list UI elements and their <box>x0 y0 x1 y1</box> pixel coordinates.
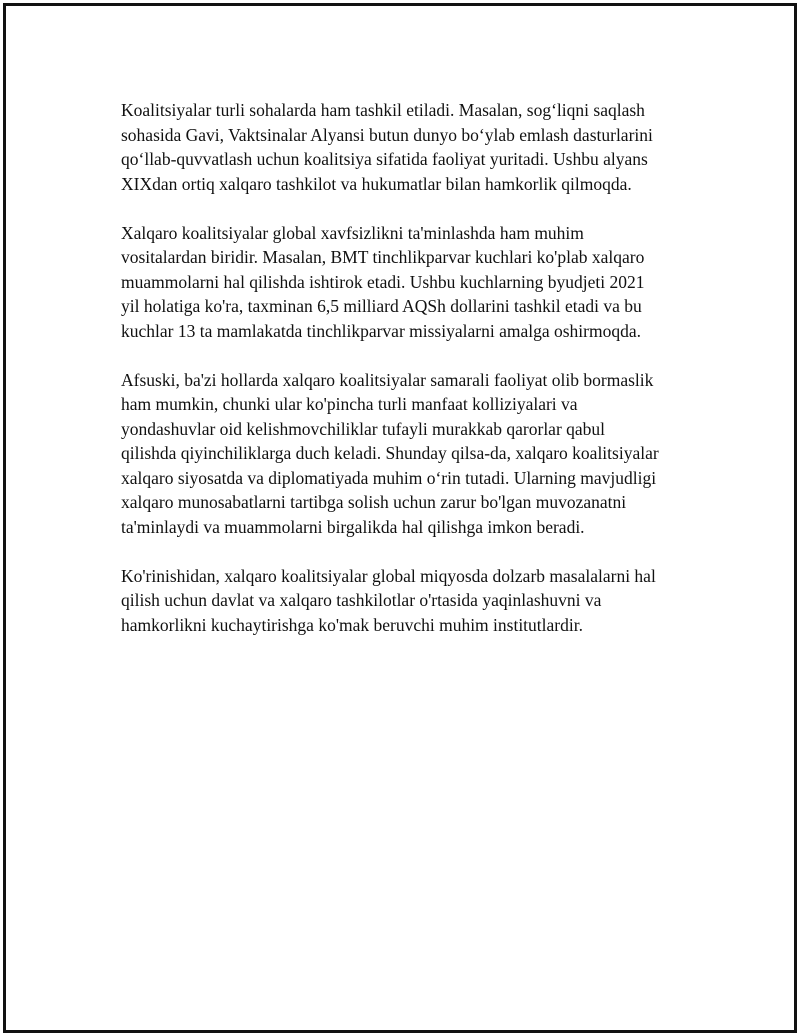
text-line: yil holatiga ko'ra, taxminan 6,5 milliard AQSh dollarini tashkil etadi va bu <box>121 296 642 316</box>
text-line: muammolarni hal qilishda ishtirok etadi. Ushbu kuchlarning byudjeti 2021 <box>121 271 645 292</box>
page-frame <box>3 3 797 1033</box>
text-line: kuchlar 13 ta mamlakatda tinchlikparvar missiyalarni amalga oshirmoqda. <box>121 320 641 341</box>
paragraph-4 <box>121 564 696 638</box>
text-line: yondashuvlar oid kelishmovchiliklar tufayli murakkab qarorlar qabul <box>121 418 606 439</box>
text-line: hamkorlikni kuchaytirishga ko'mak beruvchi muhim institutlardir. <box>121 614 583 635</box>
text-line: xalqaro munosabatlarni tartibga solish uchun zarur bo'lgan muvozanatni <box>121 492 627 512</box>
text-line: vositalardan biridir. Masalan, BMT tinchlikparvar kuchlari ko'plab xalqaro <box>121 247 645 267</box>
text-line: ham mumkin, chunki ular ko'pincha turli manfaat kolliziyalari va <box>121 394 578 414</box>
paragraph-3 <box>121 368 696 540</box>
text-line: ta'minlaydi va muammolarni birgalikda hal qilishga imkon beradi. <box>121 516 585 537</box>
text-line: xalqaro siyosatda va diplomatiyada muhim o‘rin tutadi. Ularning mavjudligi <box>121 467 657 488</box>
text-line: XIXdan ortiq xalqaro tashkilot va hukumatlar bilan hamkorlik qilmoqda. <box>121 173 632 194</box>
text-line: Ko'rinishidan, xalqaro koalitsiyalar global miqyosda dolzarb masalalarni hal <box>121 565 656 586</box>
document-body <box>121 98 696 662</box>
text-line: sohasida Gavi, Vaktsinalar Alyansi butun dunyo bo‘ylab emlash dasturlarini <box>121 124 653 145</box>
paragraph-2 <box>121 221 696 344</box>
text-line: qilish uchun davlat va xalqaro tashkilotlar o'rtasida yaqinlashuvni va <box>121 590 602 610</box>
text-line: Koalitsiyalar turli sohalarda ham tashkil etiladi. Masalan, sog‘liqni saqlash <box>121 100 645 120</box>
paragraph-1 <box>121 98 696 196</box>
text-line: Xalqaro koalitsiyalar global xavfsizlikni ta'minlashda ham muhim <box>121 222 584 243</box>
text-line: qilishda qiyinchiliklarga duch keladi. Shunday qilsa-da, xalqaro koalitsiyalar <box>121 443 659 463</box>
text-line: Afsuski, ba'zi hollarda xalqaro koalitsiyalar samarali faoliyat olib bormaslik <box>121 369 654 390</box>
text-line: qo‘llab-quvvatlash uchun koalitsiya sifatida faoliyat yuritadi. Ushbu alyans <box>121 149 648 169</box>
